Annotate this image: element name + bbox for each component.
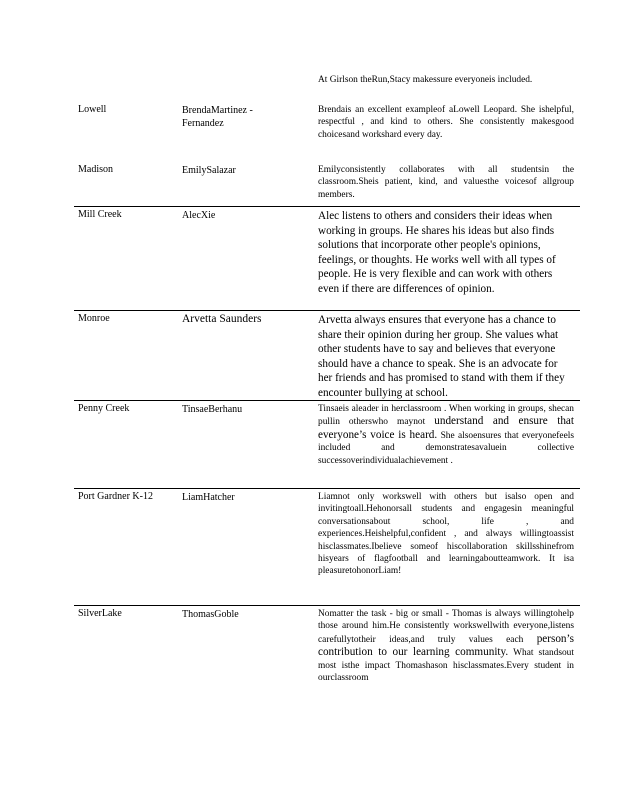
school-name: Lowell [78, 104, 107, 115]
student-name: BrendaMartinez - Fernandez [182, 105, 253, 129]
table-row [74, 206, 580, 295]
student-name: ThomasGoble [182, 609, 239, 620]
student-description: Arvetta always ensures that everyone has a chance to share their opinion during her group. She values what other students have to say and believes that everyone should have a chance to speak. She is an advocate for her friends and has promised to stand with them if they encounter bullying at school. [318, 314, 565, 399]
continued-description: At Girlson theRun,Stacy makessure everyoneis included. [318, 75, 533, 85]
student-name: EmilySalazar [182, 165, 236, 176]
student-description: Liamnot only workswell with others but isalso open and invitingtoall.Hehonorsall students and engagesin meaningful conversationsabout school, life , and experiences.Heishelpful,confident , and always willingtoassist hisclassmates.Ibelieve someof hiscollaboration skillsshinefrom hisyears of flagfootball and learningaboutteamwork. It isa pleasuretohonorLiam! [318, 492, 574, 577]
table-row [74, 310, 580, 399]
student-name: Arvetta Saunders [182, 313, 262, 325]
table-row [74, 488, 580, 577]
student-description [318, 608, 574, 684]
school-name: Penny Creek [78, 403, 130, 414]
student-name: AlecXie [182, 210, 216, 221]
student-description [318, 403, 574, 467]
description-part: Tinsaeis aleader in herclassroom . When working in groups, shecan pullin otherswho maynot [318, 404, 574, 428]
school-name: SilverLake [78, 608, 122, 619]
student-name: TinsaeBerhanu [182, 404, 243, 415]
table-row [74, 400, 580, 466]
student-description: Brendais an excellent exampleof aLowell Leopard. She ishelpful, respectful , and kind to others. She consistently makesgood choicesand workshard every day. [318, 105, 574, 140]
school-name: Monroe [78, 313, 110, 324]
description-part: understand and ensure that everyone’s voice is heard. [318, 415, 575, 441]
description-part: What standsout most isthe impact Thomashason hisclassmates.Every student in ourclassroom [318, 648, 574, 684]
description-part: Nomatter the task - big or small - Thomas is always willingtohelp those around him.He consistently workswellwith everyone,listens carefullytotheir ideas,and truly values each [318, 609, 574, 645]
student-description: Emilyconsistently collaborates with all studentsin the classroom.Sheis patient, kind, and valuesthe voicesof allgroup members. [318, 165, 574, 200]
school-name: Madison [78, 164, 113, 175]
school-name: Mill Creek [78, 209, 122, 220]
table-row [74, 605, 580, 684]
description-part: person’s contribution to our learning community. [318, 632, 574, 659]
student-name: LiamHatcher [182, 492, 235, 503]
description-part: She alsoensures that everyonefeels included and demonstratesavaluein collective successoverindividualachievement . [318, 430, 575, 466]
school-name: Port Gardner K-12 [78, 491, 153, 502]
student-description: Alec listens to others and considers their ideas when working in groups. He shares his ideas but also finds solutions that incorporate other people's opinions, feelings, or thoughts. He works well with all types of people. He is very flexible and can work with others even if there are differences of opinion. [318, 210, 556, 295]
